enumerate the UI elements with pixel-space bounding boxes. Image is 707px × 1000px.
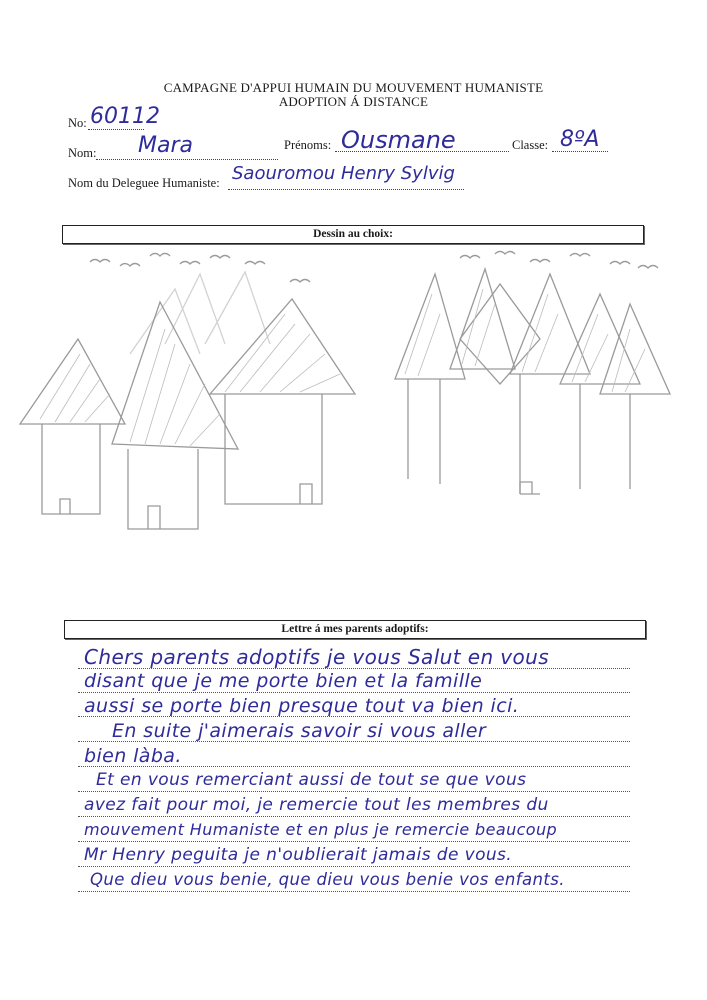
letter-line: En suite j'aimerais savoir si vous aller [112,720,487,742]
house-roof [450,269,515,369]
letter-line: mouvement Humaniste et en plus je remercie beaucoup [84,820,558,839]
bird [610,262,630,265]
letter-line: disant que je me porte bien et la famille [84,670,483,692]
campaign-title: CAMPAGNE D'APPUI HUMAIN DU MOUVEMENT HUMANISTE [163,80,544,95]
delegue-line [228,189,464,190]
bird [150,254,170,257]
ruled-line [78,891,630,892]
delegue-signature: Saouromou Henry Sylvig [232,163,455,184]
letter-line: Chers parents adoptifs je vous Salut en vous [84,645,550,669]
letter-line: Mr Henry peguita je n'oublierait jamais de vous. [84,845,513,865]
bird [290,280,310,283]
children-drawing-houses [0,244,707,544]
bird [570,254,590,257]
no-label: No: [68,116,87,130]
bird [210,256,230,259]
ruled-line [78,841,630,842]
drawing-section-title: Dessin au choix: [313,228,393,240]
letter-line: avez fait pour moi, je remercie tout les membres du [84,795,549,815]
bird [530,260,550,263]
bird [460,256,480,259]
no-value: 60112 [90,104,160,129]
letter-line: aussi se porte bien presque tout va bien ici. [84,695,520,717]
nom-value: Mara [138,133,193,158]
nom-line [96,159,278,160]
bird [495,252,515,255]
program-subtitle: ADOPTION Á DISTANCE [278,94,429,109]
letter-section-header [64,620,646,639]
bird [120,264,140,267]
no-line [88,129,144,130]
drawing-section-header [62,225,644,244]
bird [90,260,110,263]
letter-line: bien làba. [84,745,182,767]
ruled-line [78,791,630,792]
prenoms-value: Ousmane [341,126,456,154]
letter-line: Et en vous remerciant aussi de tout se que vous [96,770,527,790]
ruled-line [78,866,630,867]
ruled-line [78,816,630,817]
nom-label: Nom: [68,146,97,160]
house-roof [395,274,465,379]
house-roof [210,299,355,394]
letter-section-title: Lettre á mes parents adoptifs: [281,623,429,635]
letter-line: Que dieu vous benie, que dieu vous benie vos enfants. [90,870,565,889]
delegue-label: Nom du Deleguee Humaniste: [68,176,220,190]
prenoms-label: Prénoms: [284,138,332,152]
bird [180,262,200,265]
classe-label: Classe: [512,138,549,152]
house-roof [20,339,125,424]
bird [638,266,658,269]
ruled-line [78,692,630,693]
house-roof [560,294,640,384]
bird [245,262,265,265]
classe-value: 8ºA [560,127,600,152]
